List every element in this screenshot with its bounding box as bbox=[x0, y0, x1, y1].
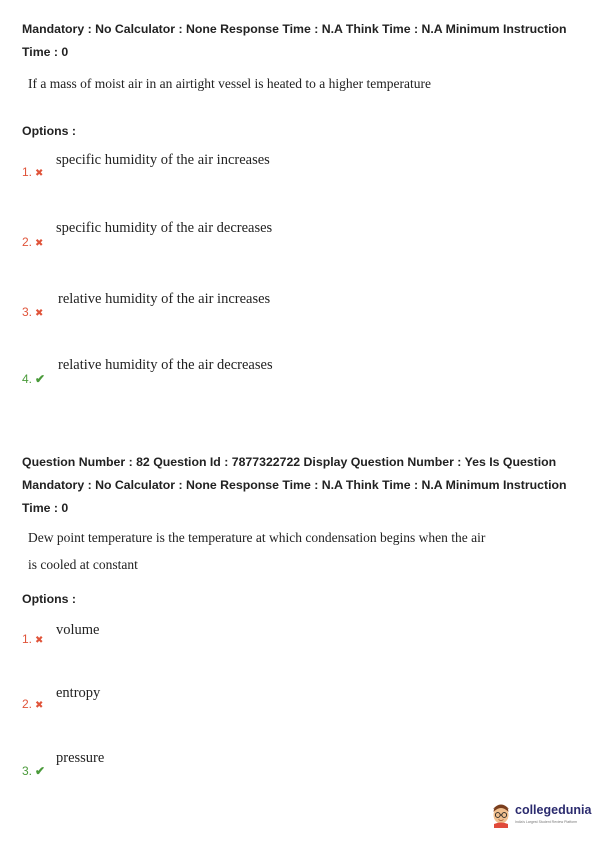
option-number: 1. ✖ bbox=[22, 165, 44, 179]
question-meta-line: Mandatory : No Calculator : None Response Time : N.A Think Time : N.A Minimum Instruction bbox=[22, 22, 567, 36]
question-meta-line: Mandatory : No Calculator : None Response Time : N.A Think Time : N.A Minimum Instruction bbox=[22, 478, 567, 492]
question-meta-line: Time : 0 bbox=[22, 501, 69, 515]
question-meta-line: Time : 0 bbox=[22, 45, 69, 59]
cross-icon: ✖ bbox=[35, 308, 44, 319]
student-face-icon bbox=[490, 800, 512, 828]
options-label: Options : bbox=[22, 592, 76, 606]
cross-icon: ✖ bbox=[35, 168, 44, 179]
option-number: 2. ✖ bbox=[22, 235, 44, 249]
options-label: Options : bbox=[22, 124, 76, 138]
option-number: 4. ✔ bbox=[22, 372, 46, 386]
option-text: volume bbox=[56, 622, 100, 638]
collegedunia-logo bbox=[490, 800, 590, 834]
option-text: relative humidity of the air decreases bbox=[58, 357, 273, 373]
option-number: 2. ✖ bbox=[22, 697, 44, 711]
question-text: Dew point temperature is the temperature at which condensation begins when the air bbox=[28, 530, 486, 545]
option-text: pressure bbox=[56, 750, 105, 766]
option-number: 1. ✖ bbox=[22, 632, 44, 646]
option-text: relative humidity of the air increases bbox=[58, 291, 271, 307]
logo-wordmark: collegedunia bbox=[515, 803, 592, 817]
question-text: If a mass of moist air in an airtight vessel is heated to a higher temperature bbox=[28, 76, 431, 91]
cross-icon: ✖ bbox=[35, 700, 44, 711]
option-text: specific humidity of the air decreases bbox=[56, 220, 273, 236]
cross-icon: ✖ bbox=[35, 238, 44, 249]
option-text: entropy bbox=[56, 685, 101, 701]
check-icon: ✔ bbox=[35, 764, 46, 778]
question-meta-line: Question Number : 82 Question Id : 7877322722 Display Question Number : Yes Is Question bbox=[22, 455, 557, 469]
cross-icon: ✖ bbox=[35, 635, 44, 646]
option-number: 3. ✖ bbox=[22, 305, 44, 319]
question-text: is cooled at constant bbox=[28, 557, 138, 572]
logo-tagline: India's Largest Student Review Platform bbox=[515, 820, 578, 824]
option-text: specific humidity of the air increases bbox=[56, 152, 270, 168]
option-number: 3. ✔ bbox=[22, 764, 46, 778]
check-icon: ✔ bbox=[35, 372, 46, 386]
